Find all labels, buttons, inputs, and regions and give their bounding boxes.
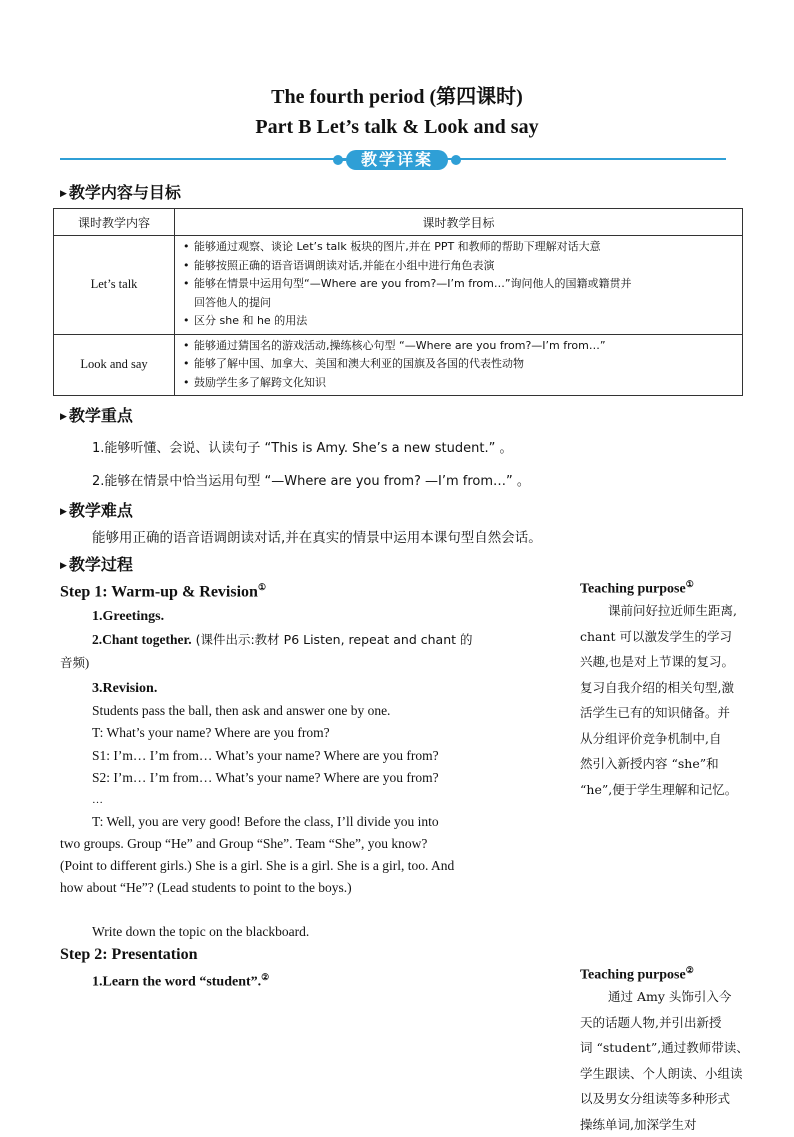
teaching-purpose-heading-1: Teaching purpose① [580,579,694,597]
dialogue-line: T: What’s your name? Where are you from? [92,725,330,740]
dialogue-paragraph-line: T: Well, you are very good! Before the class, I’ll divide you into [92,814,439,829]
section-heading-content-goals: ▶ 教学内容与目标 [60,183,181,202]
teaching-purpose-body-1: 课前问好拉近师生距离, chant 可以激发学生的学习 兴趣,也是对上节课的复习。 复习自我介绍的相关句型,激 活学生已有的知识储备。并 从分组评价竞争机制中,自 然引入新授内容 “she”和 “he”,便于学生理解和记忆。 [580,603,738,797]
teaching-purpose-heading-2: Teaching purpose② [580,965,694,983]
table-row [54,334,743,396]
banner-label: 教学详案 [360,150,433,169]
triangle-icon: ▶ [60,188,67,199]
step1-chant-cont: 音频) [60,656,90,670]
triangle-icon: ▶ [60,411,67,422]
goal-item: • 鼓励学生多了解跨文化知识 [183,375,326,389]
goal-item: • 能够在情景中运用句型“—Where are you from?—I’m from…”询问他人的国籍或籍贯并 [183,277,632,290]
table-cell-goals [175,334,743,396]
goal-item-continued: 回答他人的提问 [194,295,271,309]
goal-item: • 能够通过猜国名的游戏活动,操练核心句型 “—Where are you from?—I’m from…” [183,338,606,352]
goal-item: • 区分 she 和 he 的用法 [183,314,308,327]
step1-chant: 2.Chant together. (课件出示:教材 P6 Listen, repeat and chant 的 [92,632,473,647]
section-heading-difficulties: ▶ 教学难点 [60,501,133,520]
dialogue-paragraph-line: two groups. Group “He” and Group “She”. Team “She”, you know? [60,836,428,851]
goal-item: • 能够通过观察、谈论 Let’s talk 板块的图片,并在 PPT 和教师的帮助下理解对话大意 [183,240,601,253]
triangle-icon: ▶ [60,506,67,517]
step1-greetings: 1.Greetings. [92,609,165,624]
table-cell-content: Let’s talk [54,236,175,335]
table-cell-goals [175,236,743,335]
dialogue-paragraph-line: how about “He”? (Lead students to point to the boys.) [60,880,352,895]
difficulty-text: 能够用正确的语音语调朗读对话,并在真实的情景中运用本课句型自然会话。 [92,530,542,546]
table-header-content: 课时教学内容 [54,209,175,236]
teaching-purpose-body-2: 通过 Amy 头饰引入今 天的话题人物,并引出新授 词 “student”,通过教师带读、 学生跟读、个人朗读、小组读 以及男女分组读等多种形式 操练单词,加深学生对 [580,989,749,1132]
page-subtitle: Part B Let’s talk & Look and say [255,116,539,138]
page-title: The fourth period (第四课时) [271,86,523,108]
dialogue-line: Students pass the ball, then ask and answer one by one. [92,703,391,718]
key-point-1: 1.能够听懂、会说、认读句子 “This is Amy. She’s a new student.” 。 [92,441,513,456]
key-point-2: 2.能够在情景中恰当运用句型 “—Where are you from? —I’m from…” 。 [92,474,530,489]
section-heading-key-points: ▶ 教学重点 [60,406,133,425]
table-row [54,236,743,335]
goal-item: • 能够按照正确的语音语调朗读对话,并能在小组中进行角色表演 [183,258,495,272]
triangle-icon: ▶ [60,560,67,571]
dialogue-ellipsis: … [92,794,103,806]
table-cell-content: Look and say [54,334,175,396]
step1-write-note: Write down the topic on the blackboard. [92,924,310,939]
table-header-goals: 课时教学目标 [175,209,743,236]
step1-revision: 3.Revision. [92,681,158,696]
step2-title: Step 2: Presentation [60,946,198,963]
goals-table [53,208,743,396]
dialogue-line: S1: I’m… I’m from… What’s your name? Where are you from? [92,748,439,763]
step2-item1: 1.Learn the word “student”.② [92,972,270,990]
step1-title: Step 1: Warm-up & Revision① [60,582,267,601]
goal-item: • 能够了解中国、加拿大、美国和澳大利亚的国旗及各国的代表性动物 [183,357,524,370]
dialogue-line: S2: I’m… I’m from… What’s your name? Where are you from? [92,770,439,785]
section-heading-process: ▶ 教学过程 [60,555,133,574]
dialogue-paragraph-line: (Point to different girls.) She is a girl. She is a girl. She is a girl, too. And [60,858,455,873]
